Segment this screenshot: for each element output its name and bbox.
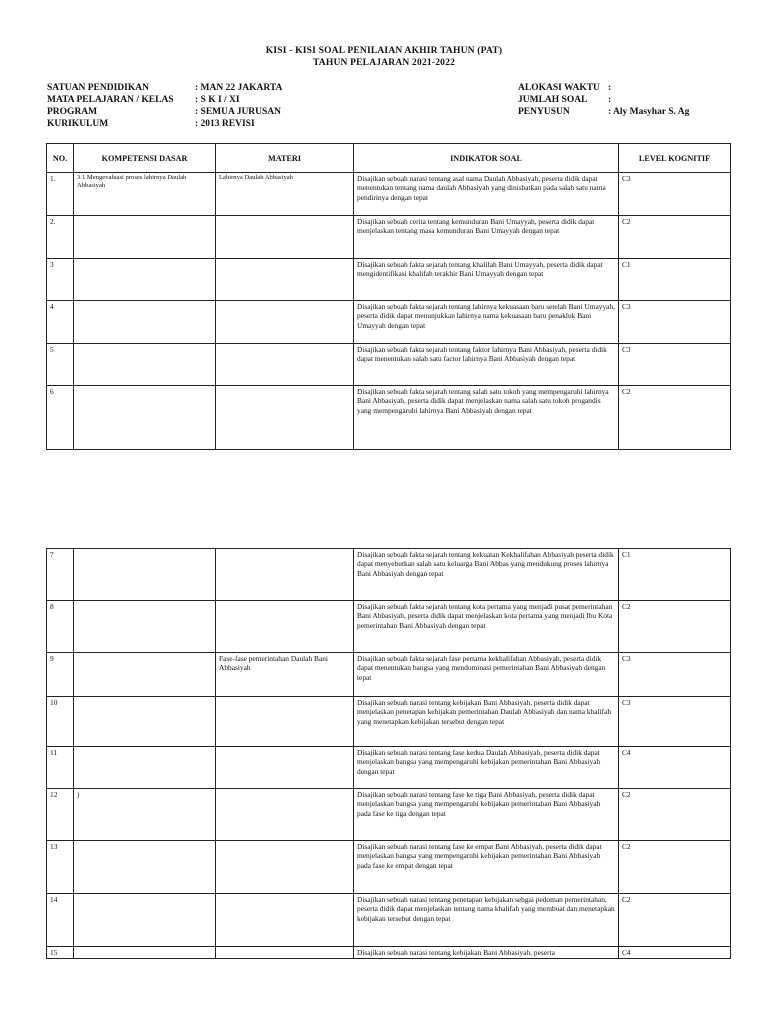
cell-indikator: Disajikan sebuah fakta sejarah tentang lahirnya kekuasaan baru setelah Bani Umayyah, peserta didik dapat menunjukkan lahirnya nama kekuasaan baru penakluk Bani Umayyah dengan tepat: [354, 301, 619, 344]
header-no: NO.: [47, 144, 74, 173]
table-row: [47, 947, 731, 959]
cell-kompetensi-dasar: [74, 259, 216, 301]
table-row: [47, 653, 731, 697]
table-row: [47, 386, 731, 450]
cell-materi: [216, 601, 354, 653]
meta-right-labels: [518, 82, 600, 118]
kisi-table-page1: [46, 143, 731, 450]
cell-kompetensi-dasar: [74, 947, 216, 959]
meta-value-satuan: : MAN 22 JAKARTA: [195, 83, 283, 93]
kisi-table-page2: [46, 548, 731, 959]
cell-level: C3: [619, 301, 731, 344]
cell-indikator: Disajikan sebuah narasi tentang fase ke tiga Bani Abbasiyah, peserta didik dapat menjelaskan bangsa yang mempengaruhi kebijakan pemerintahan Bani Abbasiyah pada fase ke tiga dengan tepat: [354, 789, 619, 841]
meta-value-mapel: : S K I / XI: [195, 95, 240, 105]
cell-indikator: Disajikan sebuah narasi tentang fase kedua Daulah Abbasiyah, peserta didik dapat menjelaskan bangsa yang mempengaruhi kebijakan pemerintahan Bani Abbasiyah dengan tepat: [354, 747, 619, 789]
table-row: [47, 601, 731, 653]
meta-value-penyusun: : Aly Masyhar S. Ag: [608, 107, 690, 117]
cell-no: 14: [47, 894, 74, 947]
cell-level: C4: [619, 947, 731, 959]
table-row: [47, 216, 731, 259]
meta-value-program: : SEMUA JURUSAN: [195, 107, 282, 117]
cell-materi: Lahirnya Daulah Abbasiyah: [216, 173, 354, 216]
cell-kompetensi-dasar: [74, 301, 216, 344]
cell-materi: [216, 386, 354, 450]
cell-materi: [216, 216, 354, 259]
cell-kompetensi-dasar: [74, 653, 216, 697]
cell-no: 1.: [47, 173, 74, 216]
table-header-row: [47, 144, 731, 173]
table-row: [47, 301, 731, 344]
meta-label-program: PROGRAM: [47, 107, 98, 117]
meta-label-satuan: SATUAN PENDIDIKAN: [47, 83, 149, 93]
cell-kompetensi-dasar: [74, 549, 216, 601]
table-row: [47, 747, 731, 789]
cell-kompetensi-dasar: 3.1 Mengevaluasi proses lahirnya Daulah Abbasiyah: [74, 173, 216, 216]
cell-level: C2: [619, 386, 731, 450]
cell-kompetensi-dasar: [74, 216, 216, 259]
cell-indikator: Disajikan sebuah fakta sejarah tentang khalifah Bani Umayyah, peserta didik dapat mengidentifikasi khalifah terakhir Bani Umayyah dengan tepat: [354, 259, 619, 301]
meta-label-penyusun: PENYUSUN: [518, 107, 570, 117]
meta-left-labels: [47, 82, 174, 130]
cell-indikator: Disajikan sebuah narasi tentang penetapan kebijakan sebgai pedoman pemerintahan, peserta didik dapat menjelaskan tentang nama khalifah yang membuat dan menetapkan kebijakan tersebut dengan tepat: [354, 894, 619, 947]
cell-kompetensi-dasar: [74, 697, 216, 747]
meta-label-alokasi: ALOKASI WAKTU: [518, 83, 600, 93]
cell-no: 11: [47, 747, 74, 789]
cell-no: 10: [47, 697, 74, 747]
cell-materi: [216, 344, 354, 386]
cell-no: 4: [47, 301, 74, 344]
cell-level: C3: [619, 173, 731, 216]
cell-materi: [216, 697, 354, 747]
cell-indikator: Disajikan sebuah fakta sejarah tentang salah satu tokoh yang mempengaruhi lahirnya Bani Abbasiyah, peserta didik dapat menjelaskan nama salah satu tokoh progandis yang mempengaruhi lahirnya Bani Abbasiyah dengan tepat: [354, 386, 619, 450]
meta-right-values: [608, 82, 689, 118]
table-row: [47, 841, 731, 894]
cell-no: 5: [47, 344, 74, 386]
cell-level: C3: [619, 697, 731, 747]
cell-materi: Fase-fase pemerintahan Daulah Bani Abbasiyah: [216, 653, 354, 697]
header-level-kognitif: LEVEL KOGNITIF: [619, 144, 731, 173]
cell-level: C2: [619, 789, 731, 841]
cell-no: 7: [47, 549, 74, 601]
cell-level: C2: [619, 216, 731, 259]
cell-materi: [216, 894, 354, 947]
cell-no: 6: [47, 386, 74, 450]
cell-indikator: Disajikan sebuah narasi tentang kebijakan Bani Abbasiyah, peserta didik dapat menjelaskan penetapan kebijakan pemerintahan Daulah Abbasiyah dan nama khalifah yang menetapkan kebijakan tersebut dengan tepat: [354, 697, 619, 747]
table-row: [47, 549, 731, 601]
cell-materi: [216, 947, 354, 959]
cell-indikator: Disajikan sebuah fakta sejarah tentang faktor lahirnya Bani Abbasiyah, peserta didik dapat menentukan salah satu factor lahirnya Bani Abbasiyah dengan tepat: [354, 344, 619, 386]
cell-materi: [216, 789, 354, 841]
cell-indikator: Disajikan sebuah narasi tentang kebijakan Bani Abbasiyah, peserta: [354, 947, 619, 959]
cell-no: 15: [47, 947, 74, 959]
cell-level: C4: [619, 747, 731, 789]
cell-kompetensi-dasar: [74, 747, 216, 789]
meta-value-jumlah: :: [608, 95, 612, 105]
cell-indikator: Disajikan sebuah fakta sejarah tentang kekuatan Kekhalifahan Abbasiyah peserta didik dapat menyebutkan salah satu keluarga Bani Abbas yang mendukung proses lahirnya Bani Abbasiyah dengan tepat: [354, 549, 619, 601]
cell-level: C3: [619, 344, 731, 386]
table-row: [47, 789, 731, 841]
cell-level: C3: [619, 653, 731, 697]
cell-kompetensi-dasar: [74, 841, 216, 894]
cell-no: 9: [47, 653, 74, 697]
meta-label-mapel: MATA PELAJARAN / KELAS: [47, 95, 174, 105]
meta-value-kurikulum: : 2013 REVISI: [195, 119, 255, 129]
header-kompetensi-dasar: KOMPETENSI DASAR: [74, 144, 216, 173]
cell-level: C2: [619, 841, 731, 894]
cell-indikator: Disajikan sebuah narasi tentang asal nama Daulah Abbasiyah, peserta didik dapat menentukan tentang nama daulah Abbasiyah yang dinisbatkan pada salah satu nama pendirinya dengan tepat: [354, 173, 619, 216]
cell-indikator: Disajikan sebuah cerita tentang kemunduran Bani Umayyah, peserta didik dapat menjelaskan tentang masa kemunduran Bani Umayyah dengan tepat: [354, 216, 619, 259]
cell-materi: [216, 747, 354, 789]
cell-materi: [216, 549, 354, 601]
cell-no: 8: [47, 601, 74, 653]
cell-kompetensi-dasar: [74, 601, 216, 653]
cell-level: C2: [619, 894, 731, 947]
table-row: [47, 173, 731, 216]
cell-indikator: Disajikan sebuah fakta sejarah fase pertama kekhalifahan Abbasiyah, peserta didik dapat menentukan bangsa yang mendominasi pemerintahan Bani Abbasiyah dengan tepat: [354, 653, 619, 697]
header-materi: MATERI: [216, 144, 354, 173]
table-row: [47, 894, 731, 947]
meta-label-jumlah: JUMLAH SOAL: [518, 95, 588, 105]
cell-materi: [216, 259, 354, 301]
cell-indikator: Disajikan sebuah fakta sejarah tentang kota pertama yang menjadi pusat pemerintahan Bani Abbasiyah, peserta didik dapat menjelaskan kota pertama yang menjadi Ibu Kota pemerintahan Bani Abbasiyah dengan tepat: [354, 601, 619, 653]
document-title: KISI - KISI SOAL PENILAIAN AKHIR TAHUN (PAT): [265, 46, 503, 56]
cell-materi: [216, 841, 354, 894]
table-row: [47, 344, 731, 386]
meta-left-values: [195, 82, 282, 130]
cell-kompetensi-dasar: [74, 386, 216, 450]
cell-kompetensi-dasar: [74, 344, 216, 386]
table-row: [47, 697, 731, 747]
cell-kompetensi-dasar: ): [74, 789, 216, 841]
cell-level: C2: [619, 601, 731, 653]
table-row: [47, 259, 731, 301]
cell-no: 3: [47, 259, 74, 301]
meta-label-kurikulum: KURIKULUM: [47, 119, 109, 129]
cell-indikator: Disajikan sebuah narasi tentang fase ke empat Bani Abbasiyah, peserta didik dapat menjelaskan bangsa yang mempengaruhi kebijakan pemerintahan Bani Abbasiyah pada fase ke empat dengan tepat: [354, 841, 619, 894]
cell-no: 13: [47, 841, 74, 894]
cell-no: 2.: [47, 216, 74, 259]
cell-kompetensi-dasar: [74, 894, 216, 947]
cell-level: C1: [619, 259, 731, 301]
header-indikator-soal: INDIKATOR SOAL: [354, 144, 619, 173]
cell-level: C1: [619, 549, 731, 601]
meta-value-alokasi: :: [608, 83, 612, 93]
cell-materi: [216, 301, 354, 344]
document-subtitle: TAHUN PELAJARAN 2021-2022: [312, 58, 456, 68]
cell-no: 12: [47, 789, 74, 841]
